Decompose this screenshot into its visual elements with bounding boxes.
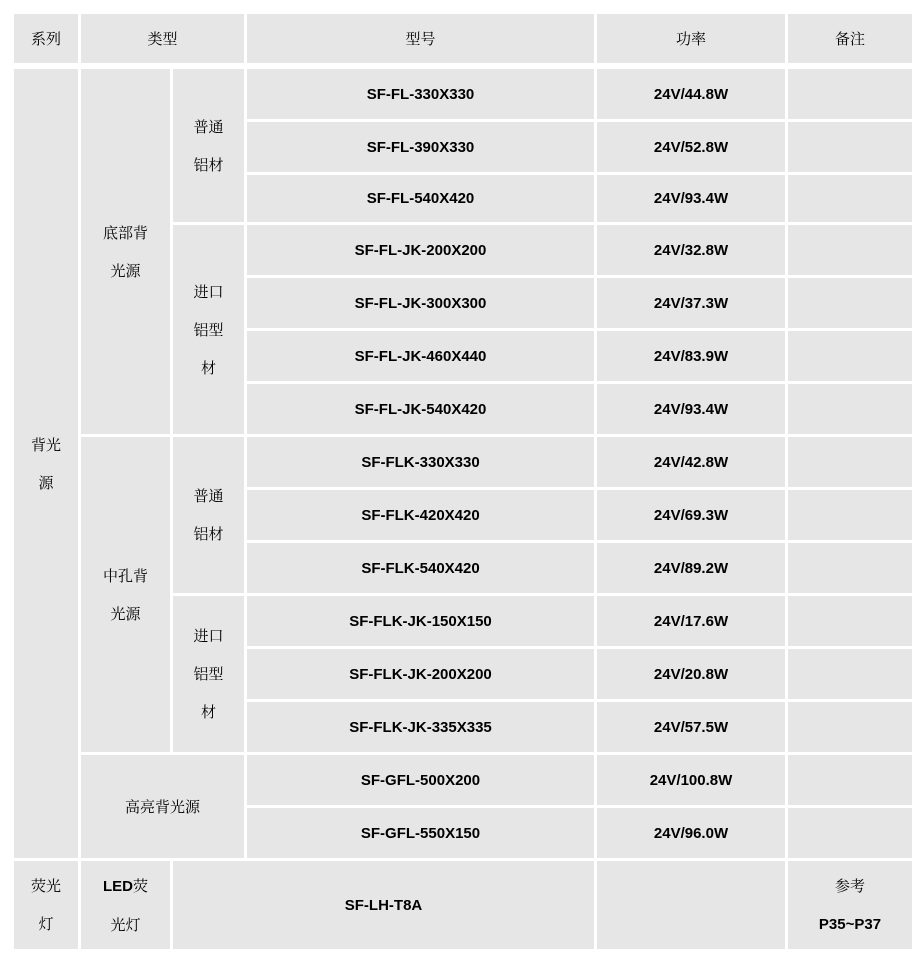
row-11-power — [597, 596, 785, 646]
row-1-remark — [788, 69, 912, 119]
row-9-power — [597, 490, 785, 540]
row-6-remark — [788, 331, 912, 381]
material-import-2 — [173, 596, 244, 752]
power-text: 24V/100.8W — [649, 771, 733, 789]
type-middle-hole-backlight — [81, 437, 170, 752]
material-common-1 — [173, 69, 244, 222]
header-power-label: 功率 — [675, 29, 706, 48]
row-6-power — [597, 331, 785, 381]
row-13-power — [597, 702, 785, 752]
model-text: SF-FLK-420X420 — [361, 506, 480, 524]
row-10-remark — [788, 543, 912, 593]
header-remark — [788, 14, 912, 63]
row-4-model — [247, 225, 594, 275]
model-text: SF-FL-JK-200X200 — [354, 241, 487, 259]
row-12-remark — [788, 649, 912, 699]
power-text: 24V/83.9W — [653, 347, 729, 365]
material-import-1 — [173, 225, 244, 434]
row-10-model — [247, 543, 594, 593]
material-common-1-label: 普通 铝材 — [193, 117, 224, 174]
row-7-model — [247, 384, 594, 434]
type-bottom-backlight — [81, 69, 170, 434]
power-text: 24V/89.2W — [653, 559, 729, 577]
series-fluorescent — [14, 861, 78, 949]
row-15-remark — [788, 808, 912, 858]
row-14-model — [247, 755, 594, 805]
row-10-power — [597, 543, 785, 593]
model-text: SF-FLK-330X330 — [361, 453, 480, 471]
row-8-model — [247, 437, 594, 487]
header-model — [247, 14, 594, 63]
model-text: SF-FL-540X420 — [366, 190, 475, 207]
series-fluorescent-label: 荧光 灯 — [30, 877, 61, 933]
row-11-remark — [788, 596, 912, 646]
model-text: SF-GFL-500X200 — [360, 771, 481, 789]
power-text: 24V/42.8W — [653, 453, 729, 471]
row-1-power — [597, 69, 785, 119]
header-type — [81, 14, 244, 63]
row-16-model — [173, 861, 594, 949]
header-series-label: 系列 — [30, 29, 61, 48]
row-8-power — [597, 437, 785, 487]
row-7-power — [597, 384, 785, 434]
model-text: SF-FL-390X330 — [366, 138, 475, 156]
model-text: SF-LH-T8A — [344, 896, 423, 914]
power-text: 24V/96.0W — [653, 824, 729, 842]
type-bottom-label: 底部背 光源 — [102, 223, 148, 280]
power-text: 24V/69.3W — [653, 506, 729, 524]
model-text: SF-FL-330X330 — [366, 85, 475, 103]
header-series — [14, 14, 78, 63]
model-text: SF-FL-JK-460X440 — [354, 347, 487, 365]
model-text: SF-GFL-550X150 — [360, 824, 481, 842]
row-8-remark — [788, 437, 912, 487]
type-high-bright-backlight — [81, 755, 244, 858]
type-bright-label: 高亮背光源 — [124, 797, 200, 816]
row-6-model — [247, 331, 594, 381]
row-7-remark — [788, 384, 912, 434]
material-common-2-label: 普通 铝材 — [193, 487, 224, 543]
row-3-power — [597, 175, 785, 222]
row-14-power — [597, 755, 785, 805]
row-15-model — [247, 808, 594, 858]
series-backlight-label: 背光 源 — [30, 435, 61, 492]
model-text: SF-FLK-540X420 — [361, 559, 480, 577]
row-5-model — [247, 278, 594, 328]
row-2-power — [597, 122, 785, 172]
type-led-prefix: LED — [102, 877, 133, 895]
row-15-power — [597, 808, 785, 858]
row-13-remark — [788, 702, 912, 752]
header-type-label: 类型 — [147, 29, 178, 48]
row-12-power — [597, 649, 785, 699]
row-14-remark — [788, 755, 912, 805]
row-9-model — [247, 490, 594, 540]
model-text: SF-FLK-JK-335X335 — [349, 718, 492, 736]
row-1-model — [247, 69, 594, 119]
type-middle-label: 中孔背 光源 — [102, 566, 148, 623]
row-11-model — [247, 596, 594, 646]
row-2-model — [247, 122, 594, 172]
power-text: 24V/93.4W — [653, 400, 729, 418]
type-led-fluorescent — [81, 861, 170, 949]
model-text: SF-FLK-JK-200X200 — [349, 665, 492, 683]
power-text: 24V/32.8W — [653, 241, 729, 259]
row-3-remark — [788, 175, 912, 222]
row-12-model — [247, 649, 594, 699]
power-text: 24V/37.3W — [653, 294, 729, 312]
row-9-remark — [788, 490, 912, 540]
row-16-remark — [788, 861, 912, 949]
power-text: 24V/52.8W — [653, 138, 729, 156]
material-common-2 — [173, 437, 244, 593]
power-text: 24V/93.4W — [653, 190, 729, 207]
power-text: 24V/57.5W — [653, 718, 729, 736]
type-led-label — [103, 867, 148, 944]
model-text: SF-FL-JK-540X420 — [354, 400, 487, 418]
series-backlight — [14, 69, 78, 858]
row-3-model — [247, 175, 594, 222]
row-13-model — [247, 702, 594, 752]
row-5-power — [597, 278, 785, 328]
row-5-remark — [788, 278, 912, 328]
power-text: 24V/17.6W — [653, 612, 729, 630]
header-model-label: 型号 — [405, 29, 436, 48]
material-import-2-label: 进口 铝型 材 — [193, 627, 224, 721]
type-led-suffix: 荧 光灯 — [110, 876, 148, 934]
row-16-power — [597, 861, 785, 949]
row-4-power — [597, 225, 785, 275]
row-4-remark — [788, 225, 912, 275]
model-text: SF-FL-JK-300X300 — [354, 294, 487, 312]
power-text: 24V/20.8W — [653, 665, 729, 683]
remark-reference-pages: P35~P37 — [818, 915, 882, 933]
header-power — [597, 14, 785, 63]
material-import-1-label: 进口 铝型 材 — [193, 282, 224, 377]
remark-reference-label: 参考 — [834, 876, 865, 895]
row-2-remark — [788, 122, 912, 172]
remark-reference — [819, 867, 881, 944]
header-remark-label: 备注 — [834, 29, 865, 48]
power-text: 24V/44.8W — [653, 85, 729, 103]
model-text: SF-FLK-JK-150X150 — [349, 612, 492, 630]
